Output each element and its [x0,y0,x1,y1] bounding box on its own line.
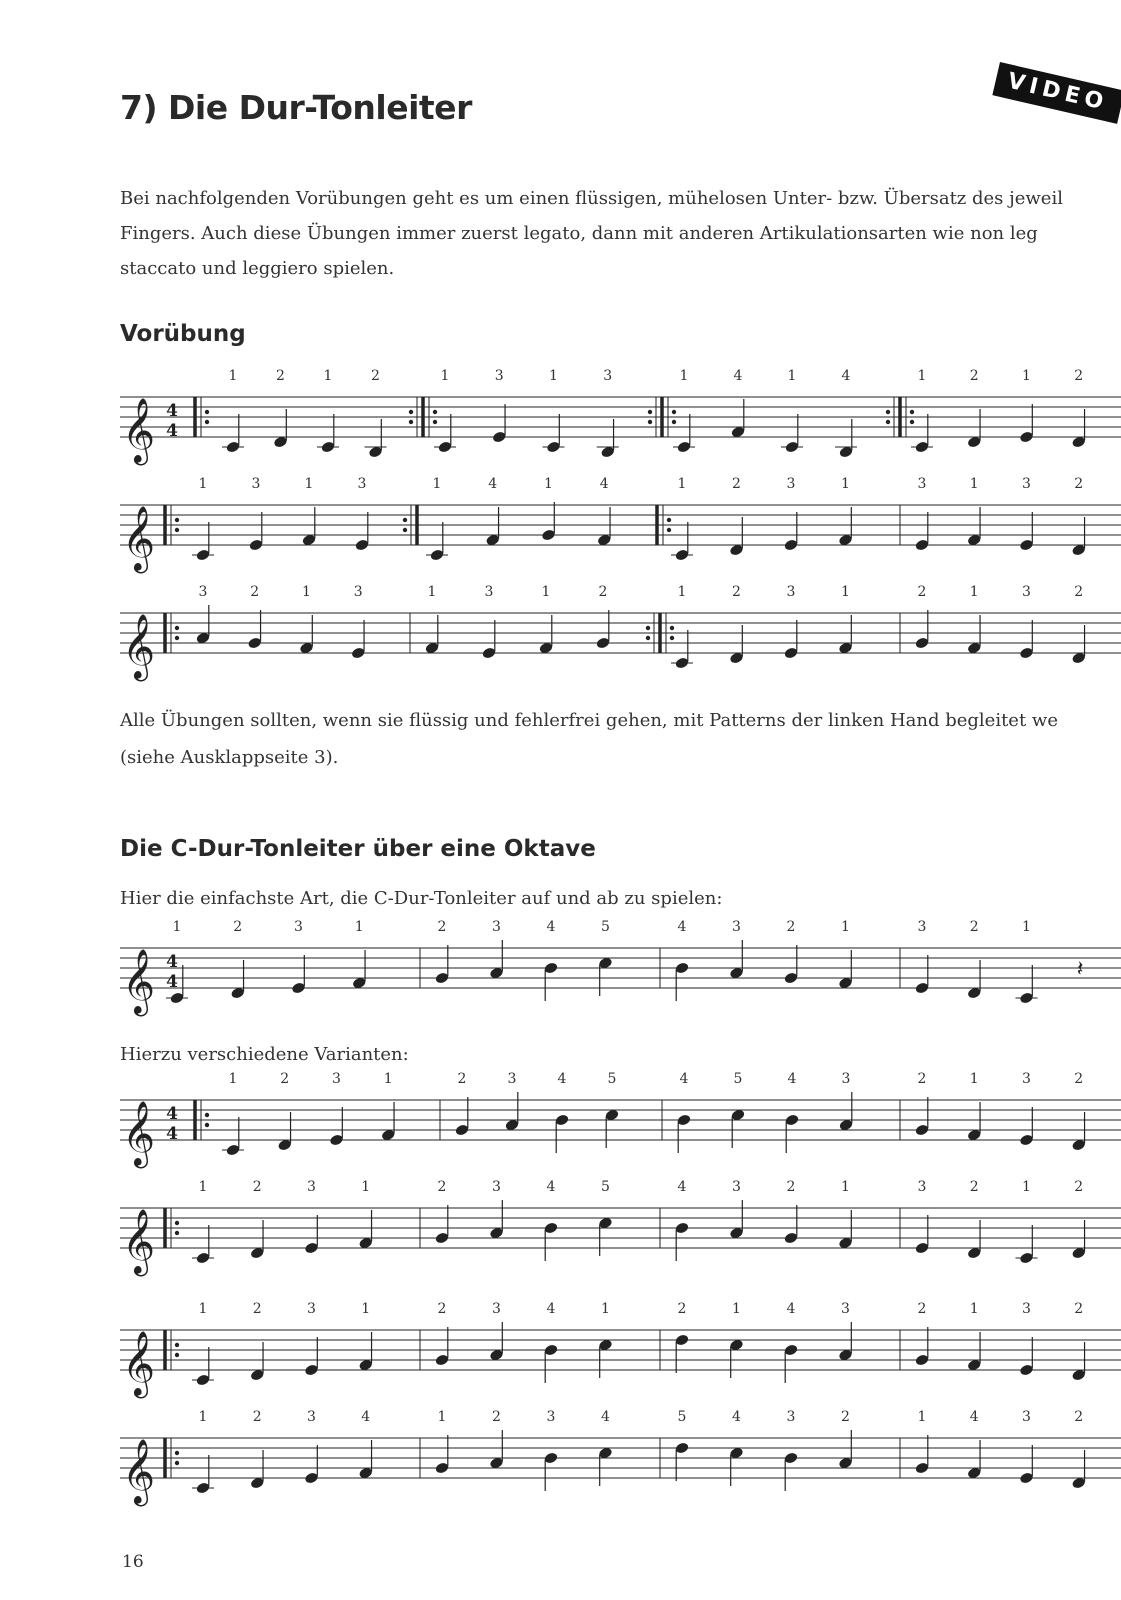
system-variante-1-fingering: 3 [1022,1071,1031,1087]
system-vorubung-2-fingering: 3 [357,476,367,492]
system-variante-1-fingering: 5 [607,1071,617,1087]
system-vorubung-2-fingering: 2 [1074,476,1084,492]
c-dur-intro-text: Hier die einfachste Art, die C-Dur-Tonleiter auf und ab zu spielen: [120,888,723,909]
system-variante-4-fingering: 4 [732,1409,741,1425]
system-variante-4-fingering: 3 [307,1409,316,1425]
system-vorubung-1-fingering: 1 [1022,368,1031,384]
system-vorubung-3-fingering: 2 [1074,584,1084,600]
system-variante-1-fingering: 4 [557,1071,567,1087]
system-vorubung-3-fingering: 1 [841,584,850,600]
system-vorubung-3-treble-clef: 𝄞 [122,614,156,679]
system-vorubung-3-fingering: 1 [541,584,551,600]
system-variante-3-fingering: 3 [307,1301,316,1317]
system-c-dur-scale-fingering: 2 [969,919,979,935]
system-c-dur-scale-fingering: 4 [677,919,687,935]
intro-line-2: Fingers. Auch diese Übungen immer zuerst legato, dann mit anderen Artikulationsarten wie non leg [120,223,1038,244]
system-variante-2-fingering: 4 [546,1179,556,1195]
system-variante-1-repeat-start-dot [205,1113,209,1117]
system-variante-3-fingering: 3 [1022,1301,1031,1317]
system-variante-3-treble-clef: 𝄞 [122,1331,156,1396]
system-variante-1-fingering: 4 [679,1071,689,1087]
system-variante-4-repeat-start-dot [175,1451,179,1455]
system-variante-4-fingering: 3 [546,1409,556,1425]
system-variante-2-treble-clef: 𝄞 [122,1209,156,1274]
system-variante-1-fingering: 2 [457,1071,467,1087]
system-variante-4-fingering: 5 [677,1409,687,1425]
system-c-dur-scale-fingering: 3 [492,919,501,935]
system-variante-2-fingering: 1 [361,1179,371,1195]
system-variante-1-fingering: 2 [917,1071,927,1087]
system-vorubung-3-fingering: 1 [677,584,687,600]
system-vorubung-1-fingering: 4 [733,368,743,384]
system-variante-4-fingering: 4 [361,1409,371,1425]
system-vorubung-2-repeat-start-dot [667,528,671,532]
system-vorubung-3-repeat-dot [646,626,650,630]
system-variante-4-fingering: 2 [492,1409,501,1425]
system-variante-1-fingering: 3 [841,1071,851,1087]
system-variante-4-fingering: 1 [198,1409,208,1425]
system-c-dur-scale-fingering: 1 [841,919,850,935]
system-vorubung-1-repeat-dot [910,410,914,414]
system-variante-3-fingering: 2 [437,1301,447,1317]
system-vorubung-2-fingering: 2 [732,476,741,492]
system-vorubung-3-fingering: 2 [917,584,927,600]
system-variante-3-fingering: 3 [492,1301,501,1317]
system-c-dur-scale-time-sig-denominator: 4 [166,972,178,992]
system-variante-3-fingering: 4 [546,1301,556,1317]
system-variante-4-treble-clef: 𝄞 [122,1439,156,1504]
system-vorubung-2-repeat-end-dot [403,518,407,522]
system-vorubung-1-repeat-start-dot [205,410,209,414]
system-c-dur-scale-fingering: 2 [437,919,447,935]
system-variante-2-fingering: 1 [198,1179,208,1195]
system-vorubung-3-fingering: 2 [732,584,741,600]
system-variante-4-fingering: 4 [601,1409,610,1425]
mid-line-1: Alle Übungen sollten, wenn sie flüssig und fehlerfrei gehen, mit Patterns der linken Hand begleitet we [120,710,1058,731]
system-vorubung-1-fingering: 1 [787,368,797,384]
system-variante-1-fingering: 1 [383,1071,393,1087]
system-variante-1-time-sig-denominator: 4 [166,1124,178,1144]
system-vorubung-1-fingering: 2 [1074,368,1084,384]
system-vorubung-1-repeat-start-dot [205,420,209,424]
system-variante-3-fingering: 1 [198,1301,208,1317]
system-variante-1-fingering: 1 [969,1071,979,1087]
system-variante-2-fingering: 3 [917,1179,927,1195]
system-vorubung-1-fingering: 1 [440,368,450,384]
system-vorubung-1-fingering: 2 [969,368,979,384]
system-c-dur-scale-fingering: 3 [294,919,303,935]
section-heading-c-dur: Die C-Dur-Tonleiter über eine Oktave [120,836,596,862]
system-c-dur-scale-fingering: 3 [732,919,741,935]
system-c-dur-scale-fingering: 2 [233,919,243,935]
system-vorubung-2-fingering: 1 [432,476,442,492]
system-vorubung-3-fingering: 3 [198,584,208,600]
system-vorubung-3-fingering: 1 [427,584,437,600]
system-vorubung-2-fingering: 3 [786,476,796,492]
system-variante-3-fingering: 3 [841,1301,850,1317]
system-vorubung-1-fingering: 2 [371,368,380,384]
system-variante-1-treble-clef: 𝄞 [122,1101,156,1166]
system-vorubung-3-fingering: 2 [598,584,608,600]
system-vorubung-1-fingering: 1 [323,368,333,384]
intro-line-3: staccato und leggiero spielen. [120,258,395,279]
system-vorubung-3-fingering: 2 [250,584,260,600]
system-c-dur-scale-fingering: 1 [1022,919,1031,935]
system-variante-3-fingering: 1 [361,1301,371,1317]
system-variante-4-fingering: 3 [1022,1409,1031,1425]
system-vorubung-3-fingering: 1 [302,584,311,600]
page-number: 16 [122,1552,144,1572]
system-vorubung-2-fingering: 3 [251,476,261,492]
system-variante-2-fingering: 3 [307,1179,316,1195]
system-c-dur-scale-fingering: 4 [546,919,556,935]
mid-line-2: (siehe Ausklappseite 3). [120,747,339,768]
system-variante-4-fingering: 3 [786,1409,796,1425]
system-variante-3-fingering: 1 [732,1301,741,1317]
system-vorubung-3-fingering: 3 [353,584,363,600]
system-vorubung-1-repeat-dot [672,420,676,424]
system-vorubung-3-fingering: 3 [1022,584,1031,600]
variants-intro-text: Hierzu verschiedene Varianten: [120,1044,409,1065]
system-c-dur-scale-fingering: 3 [917,919,927,935]
system-variante-3-fingering: 2 [252,1301,262,1317]
system-variante-2-repeat-start-dot [175,1231,179,1235]
system-vorubung-1-time-sig-denominator: 4 [166,421,178,441]
system-variante-2-fingering: 3 [492,1179,501,1195]
system-vorubung-1-repeat-dot [672,410,676,414]
system-vorubung-1-treble-clef: 𝄞 [122,398,156,463]
system-c-dur-scale-fingering: 2 [786,919,796,935]
system-vorubung-2-fingering: 1 [677,476,687,492]
system-variante-2-fingering: 2 [437,1179,447,1195]
system-variante-4-fingering: 4 [969,1409,979,1425]
system-variante-1-time-sig-numerator: 4 [166,1104,178,1124]
system-variante-4-repeat-start-dot [175,1461,179,1465]
system-vorubung-1-repeat-dot [886,410,890,414]
system-variante-3-repeat-start-dot [175,1343,179,1347]
system-vorubung-1-fingering: 1 [917,368,927,384]
system-variante-4-fingering: 1 [917,1409,927,1425]
system-vorubung-2-fingering: 3 [1022,476,1031,492]
system-c-dur-scale-quarter-rest: 𝄽 [1076,957,1084,982]
system-vorubung-2-fingering: 1 [841,476,850,492]
system-vorubung-2-fingering: 3 [917,476,927,492]
system-variante-1-repeat-start-dot [205,1123,209,1127]
system-vorubung-3-repeat-dot [670,636,674,640]
system-variante-2-fingering: 2 [969,1179,979,1195]
system-vorubung-1-repeat-dot [886,420,890,424]
system-variante-1-fingering: 2 [1074,1071,1084,1087]
system-c-dur-scale-time-sig-numerator: 4 [166,952,178,972]
system-vorubung-1-fingering: 2 [276,368,285,384]
system-variante-2-fingering: 1 [841,1179,850,1195]
system-vorubung-2-fingering: 4 [488,476,498,492]
system-vorubung-2-fingering: 1 [198,476,208,492]
system-vorubung-1-fingering: 1 [228,368,238,384]
system-vorubung-1-fingering: 1 [679,368,689,384]
system-c-dur-scale-treble-clef: 𝄞 [122,949,156,1014]
system-vorubung-3-fingering: 1 [969,584,979,600]
system-variante-4-fingering: 2 [1074,1409,1084,1425]
system-c-dur-scale-fingering: 5 [601,919,610,935]
system-variante-3-fingering: 1 [969,1301,979,1317]
system-vorubung-3-repeat-dot [670,626,674,630]
system-vorubung-1-repeat-dot [648,420,652,424]
system-variante-4-fingering: 2 [252,1409,262,1425]
video-badge[interactable]: VIDEO [992,62,1121,124]
system-variante-1-fingering: 5 [733,1071,743,1087]
intro-line-1: Bei nachfolgenden Vorübungen geht es um einen flüssigen, mühelosen Unter- bzw. Übersatz des jeweil [120,188,1063,209]
system-vorubung-2-fingering: 1 [544,476,553,492]
system-variante-2-fingering: 2 [252,1179,262,1195]
system-variante-1-fingering: 1 [228,1071,238,1087]
system-c-dur-scale-fingering: 1 [172,919,182,935]
system-vorubung-3-fingering: 3 [484,584,494,600]
system-vorubung-1-fingering: 3 [603,368,613,384]
system-vorubung-1-repeat-dot [433,420,437,424]
system-vorubung-1-repeat-dot [433,410,437,414]
system-variante-2-fingering: 5 [601,1179,610,1195]
system-vorubung-3-repeat-start-dot [175,636,179,640]
system-variante-2-fingering: 2 [786,1179,796,1195]
system-vorubung-3-repeat-start-dot [175,626,179,630]
system-vorubung-1-fingering: 4 [841,368,851,384]
system-vorubung-2-fingering: 1 [304,476,314,492]
system-variante-3-fingering: 1 [601,1301,610,1317]
system-variante-3-fingering: 2 [1074,1301,1084,1317]
system-vorubung-1-repeat-dot [409,410,413,414]
section-heading-vorubung: Vorübung [120,321,246,347]
system-vorubung-1-time-sig-numerator: 4 [166,401,178,421]
page-title: 7) Die Dur-Tonleiter [120,88,472,127]
system-variante-1-fingering: 4 [787,1071,797,1087]
system-vorubung-1-repeat-dot [648,410,652,414]
system-variante-2-fingering: 3 [732,1179,741,1195]
system-variante-2-fingering: 2 [1074,1179,1084,1195]
system-variante-4-fingering: 1 [437,1409,447,1425]
system-vorubung-2-treble-clef: 𝄞 [122,506,156,571]
system-vorubung-3-repeat-dot [646,636,650,640]
system-vorubung-2-fingering: 4 [599,476,609,492]
system-variante-1-fingering: 2 [280,1071,290,1087]
system-variante-3-fingering: 2 [917,1301,927,1317]
system-vorubung-1-repeat-dot [409,420,413,424]
system-variante-2-repeat-start-dot [175,1221,179,1225]
system-vorubung-2-repeat-start-dot [667,518,671,522]
system-variante-3-fingering: 4 [786,1301,796,1317]
system-variante-1-fingering: 3 [332,1071,341,1087]
system-c-dur-scale-fingering: 1 [354,919,364,935]
system-variante-2-fingering: 4 [677,1179,687,1195]
system-variante-2-fingering: 1 [1022,1179,1031,1195]
system-variante-4-fingering: 2 [841,1409,850,1425]
system-variante-1-fingering: 3 [507,1071,517,1087]
system-variante-3-fingering: 2 [677,1301,687,1317]
system-vorubung-2-repeat-end-dot [403,528,407,532]
system-variante-3-repeat-start-dot [175,1353,179,1357]
system-vorubung-1-fingering: 1 [549,368,558,384]
system-vorubung-2-repeat-start-dot [175,518,179,522]
system-vorubung-1-fingering: 3 [494,368,504,384]
system-vorubung-2-repeat-start-dot [175,528,179,532]
system-vorubung-1-repeat-dot [910,420,914,424]
system-vorubung-3-fingering: 3 [786,584,796,600]
system-vorubung-2-fingering: 1 [969,476,979,492]
